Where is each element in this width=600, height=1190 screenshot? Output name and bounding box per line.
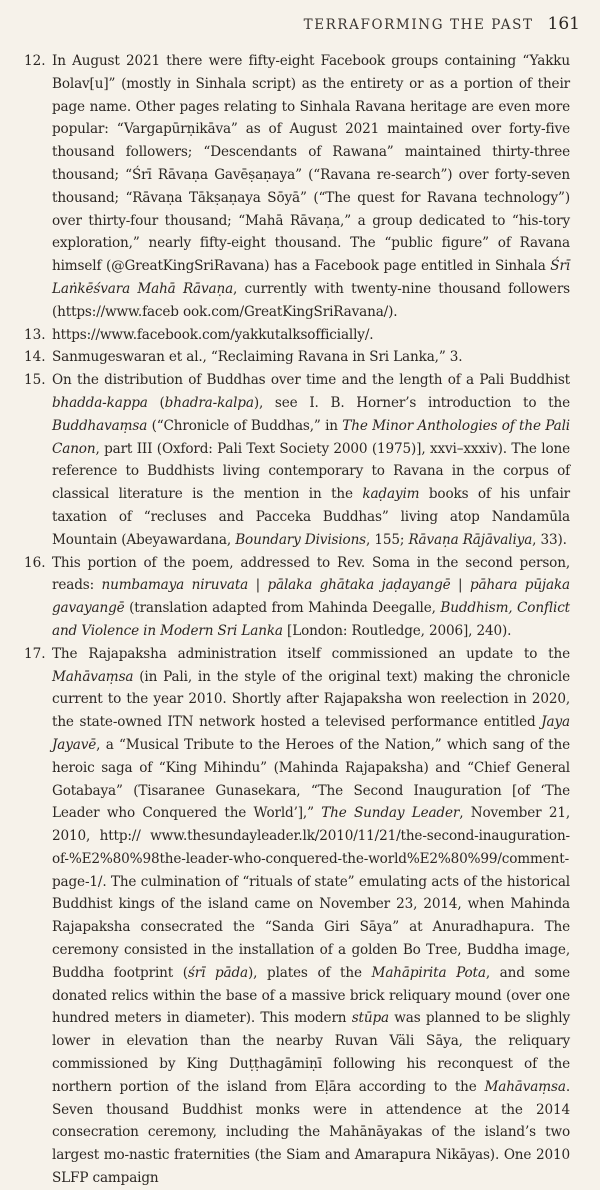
endnotes-list <box>24 50 570 1190</box>
endnote <box>24 369 570 551</box>
endnote-text <box>52 369 570 551</box>
endnote-italic-run: bhadda-kappa <box>52 394 148 411</box>
endnote-text-run: Sanmugeswaran et al., “Reclaiming Ravana in Sri Lanka,” 3. <box>52 349 463 366</box>
endnote-text <box>52 643 570 1190</box>
endnote-text-run: (“Chronicle of Buddhas,” in <box>147 417 343 434</box>
endnote-text <box>52 50 570 324</box>
endnote-text-run: ), plates of the <box>248 964 372 981</box>
endnote-number: 16. <box>24 554 46 571</box>
endnote-text-run: , a “Musical Tribute to the Heroes of the Nation,” which sang of the heroic saga of “King Mihindu” (Mahinda Rajapaksha) and “Chief General Gotabaya” (Tisaranee Gunasekara, “The Second Inauguration [of ‘The Leader who Conquered the World’],” <box>52 736 570 822</box>
endnote <box>24 346 570 369</box>
endnote-text-run: ), see I. B. Horner’s introduction to the <box>253 394 570 411</box>
endnote-text-run: , and some donated relics within the base of a massive brick reliquary mound (over one hundred meters in diameter). This modern <box>52 964 570 1027</box>
endnote-italic-run: bhadra-kalpa <box>164 394 254 411</box>
endnote-text-run: . Seven thousand Buddhist monks were in attendence at the 2014 consecration ceremony, including the Mahānāyakas of the island’s two largest mo-nastic fraternities (the Siam and Amarapura Nikāyas). One 2010 SLFP campaign <box>52 1078 570 1187</box>
endnote <box>24 552 570 643</box>
endnote-text-run: In August 2021 there were fifty-eight Facebook groups containing “Yakku Bolav[u]” (mostly in Sinhala script) as the entirety or as a portion of their page name. Other pages relating to Sinhala Ravana heritage are even more popular: “Vargapūrṇikāva” as of August 2021 maintained over forty-five thousand followers; “Descendants of Rawana” maintained thirty-three thousand; “Śrī Rāvaṇa Gavēṣaṇaya” (“Ravana re-search”) over forty-seven thousand; “Rāvaṇa Tākṣaṇaya Sōyā” (“The quest for Ravana technology”) over thirty-four thousand; “Mahā Rāvaṇa,” a group dedicated to “his-tory exploration,” nearly fifty-eight thousand. The “public figure” of Ravana himself (@GreatKingSriRavana) has a Facebook page entitled in Sinhala <box>52 53 570 275</box>
endnote-number: 17. <box>24 645 46 662</box>
endnote-italic-run: Jaya Jayavē <box>52 714 570 753</box>
endnote <box>24 643 570 1190</box>
endnote-italic-run: Mahāvaṃsa <box>484 1078 566 1095</box>
endnote-italic-run: Rāvaṇa Rājāvaliya <box>408 531 533 548</box>
endnote-italic-run: Mahāpirita Pota <box>371 964 486 981</box>
endnote-text-run: books of his unfair taxation of “recluses and Pacceka Buddhas” living atop Nandamūla Mountain (Abeyawardana, <box>52 486 570 548</box>
endnote-italic-run: kaḍayim <box>362 486 420 503</box>
endnote-text-run: , November 21, 2010, http:// www.thesundayleader.lk/2010/11/21/the-second-inauguration-of-%E2%80%98the-leader-who-conquered-the-world%E2%80%99/comment-page-1/. The culmination of “rituals of state” emulating acts of the historical Buddhist kings of the island came on November 23, 2014, when Mahinda Rajapaksha consecrated the “Sanda Giri Sāya” at Anuradhapura. The ceremony consisted in the installation of a golden Bo Tree, Buddha image, Buddha footprint ( <box>52 805 570 981</box>
endnote-text-run: , 155; <box>366 531 409 548</box>
endnote-number: 15. <box>24 372 46 389</box>
running-title: TERRAFORMING THE PAST <box>303 17 534 33</box>
endnote-italic-run: Mahāvaṃsa <box>52 668 134 685</box>
endnote-italic-run: The Minor Anthologies of the Pali Canon <box>52 417 570 457</box>
endnote-italic-run: stūpa <box>351 1010 389 1027</box>
endnote-number: 12. <box>24 53 46 69</box>
endnote-text <box>52 346 570 369</box>
endnote-italic-run: Buddhism, Conflict and Violence in Modern Sri Lanka <box>52 600 570 639</box>
endnote-text-run: (in Pali, in the style of the original text) making the chronicle current to the year 2010. Shortly after Rajapaksha won reelection in 2020, the state-owned ITN network hosted a televised performance entitled <box>52 668 570 731</box>
endnote-text-run: (translation adapted from Mahinda Deegalle, <box>124 600 441 617</box>
endnote-italic-run: Buddhavaṃsa <box>52 417 148 434</box>
endnote-text-run: , currently with twenty-nine thousand followers (https://www.faceb ook.com/GreatKingSriRavana/). <box>52 280 570 320</box>
endnote-italic-run: The Sunday Leader <box>321 805 460 822</box>
endnote-number: 14. <box>24 349 46 366</box>
endnote-text-run: https://www.facebook.com/yakkutalksofficially/. <box>52 326 374 343</box>
endnote-text-run: This portion of the poem, addressed to Rev. Soma in the second person, reads: <box>52 554 570 594</box>
endnote-italic-run: Śrī Laṅkēśvara Mahā Rāvaṇa <box>52 258 570 297</box>
endnote-text-run: , 33). <box>532 531 567 548</box>
endnote <box>24 50 570 324</box>
page-number: 161 <box>547 14 580 34</box>
endnote-italic-run: śrī pāda <box>187 964 248 981</box>
endnote-text-run: ( <box>147 394 165 411</box>
endnote-italic-run: Boundary Divisions <box>235 531 367 548</box>
endnote-italic-run: numbamaya niruvata | pālaka ghātaka jaḍayangē | pāhara pūjaka gavayangē <box>52 577 570 617</box>
endnote-number: 13. <box>24 326 46 343</box>
endnote-text-run: The Rajapaksha administration itself commissioned an update to the <box>52 645 570 662</box>
endnote-text <box>52 324 570 347</box>
endnote-text-run: On the distribution of Buddhas over time and the length of a Pali Buddhist <box>52 372 570 389</box>
endnote-text-run: [London: Routledge, 2006], 240). <box>282 622 512 639</box>
endnote-text-run: , part III (Oxford: Pali Text Society 2000 (1975)], xxvi–xxxiv). The lone reference to Buddhists living contemporary to Ravana in the corpus of classical literature is the mention in the <box>52 440 570 503</box>
endnote-text <box>52 552 570 643</box>
endnote <box>24 324 570 347</box>
running-head <box>304 14 580 34</box>
endnote-text-run: was planned to be slighly lower in elevation than the nearby Ruvan Väli Sāya, the reliquary commissioned by King Duṭṭhagāmiṇī following his reconquest of the northern portion of the island from Eḷāra according to the <box>52 1010 570 1095</box>
